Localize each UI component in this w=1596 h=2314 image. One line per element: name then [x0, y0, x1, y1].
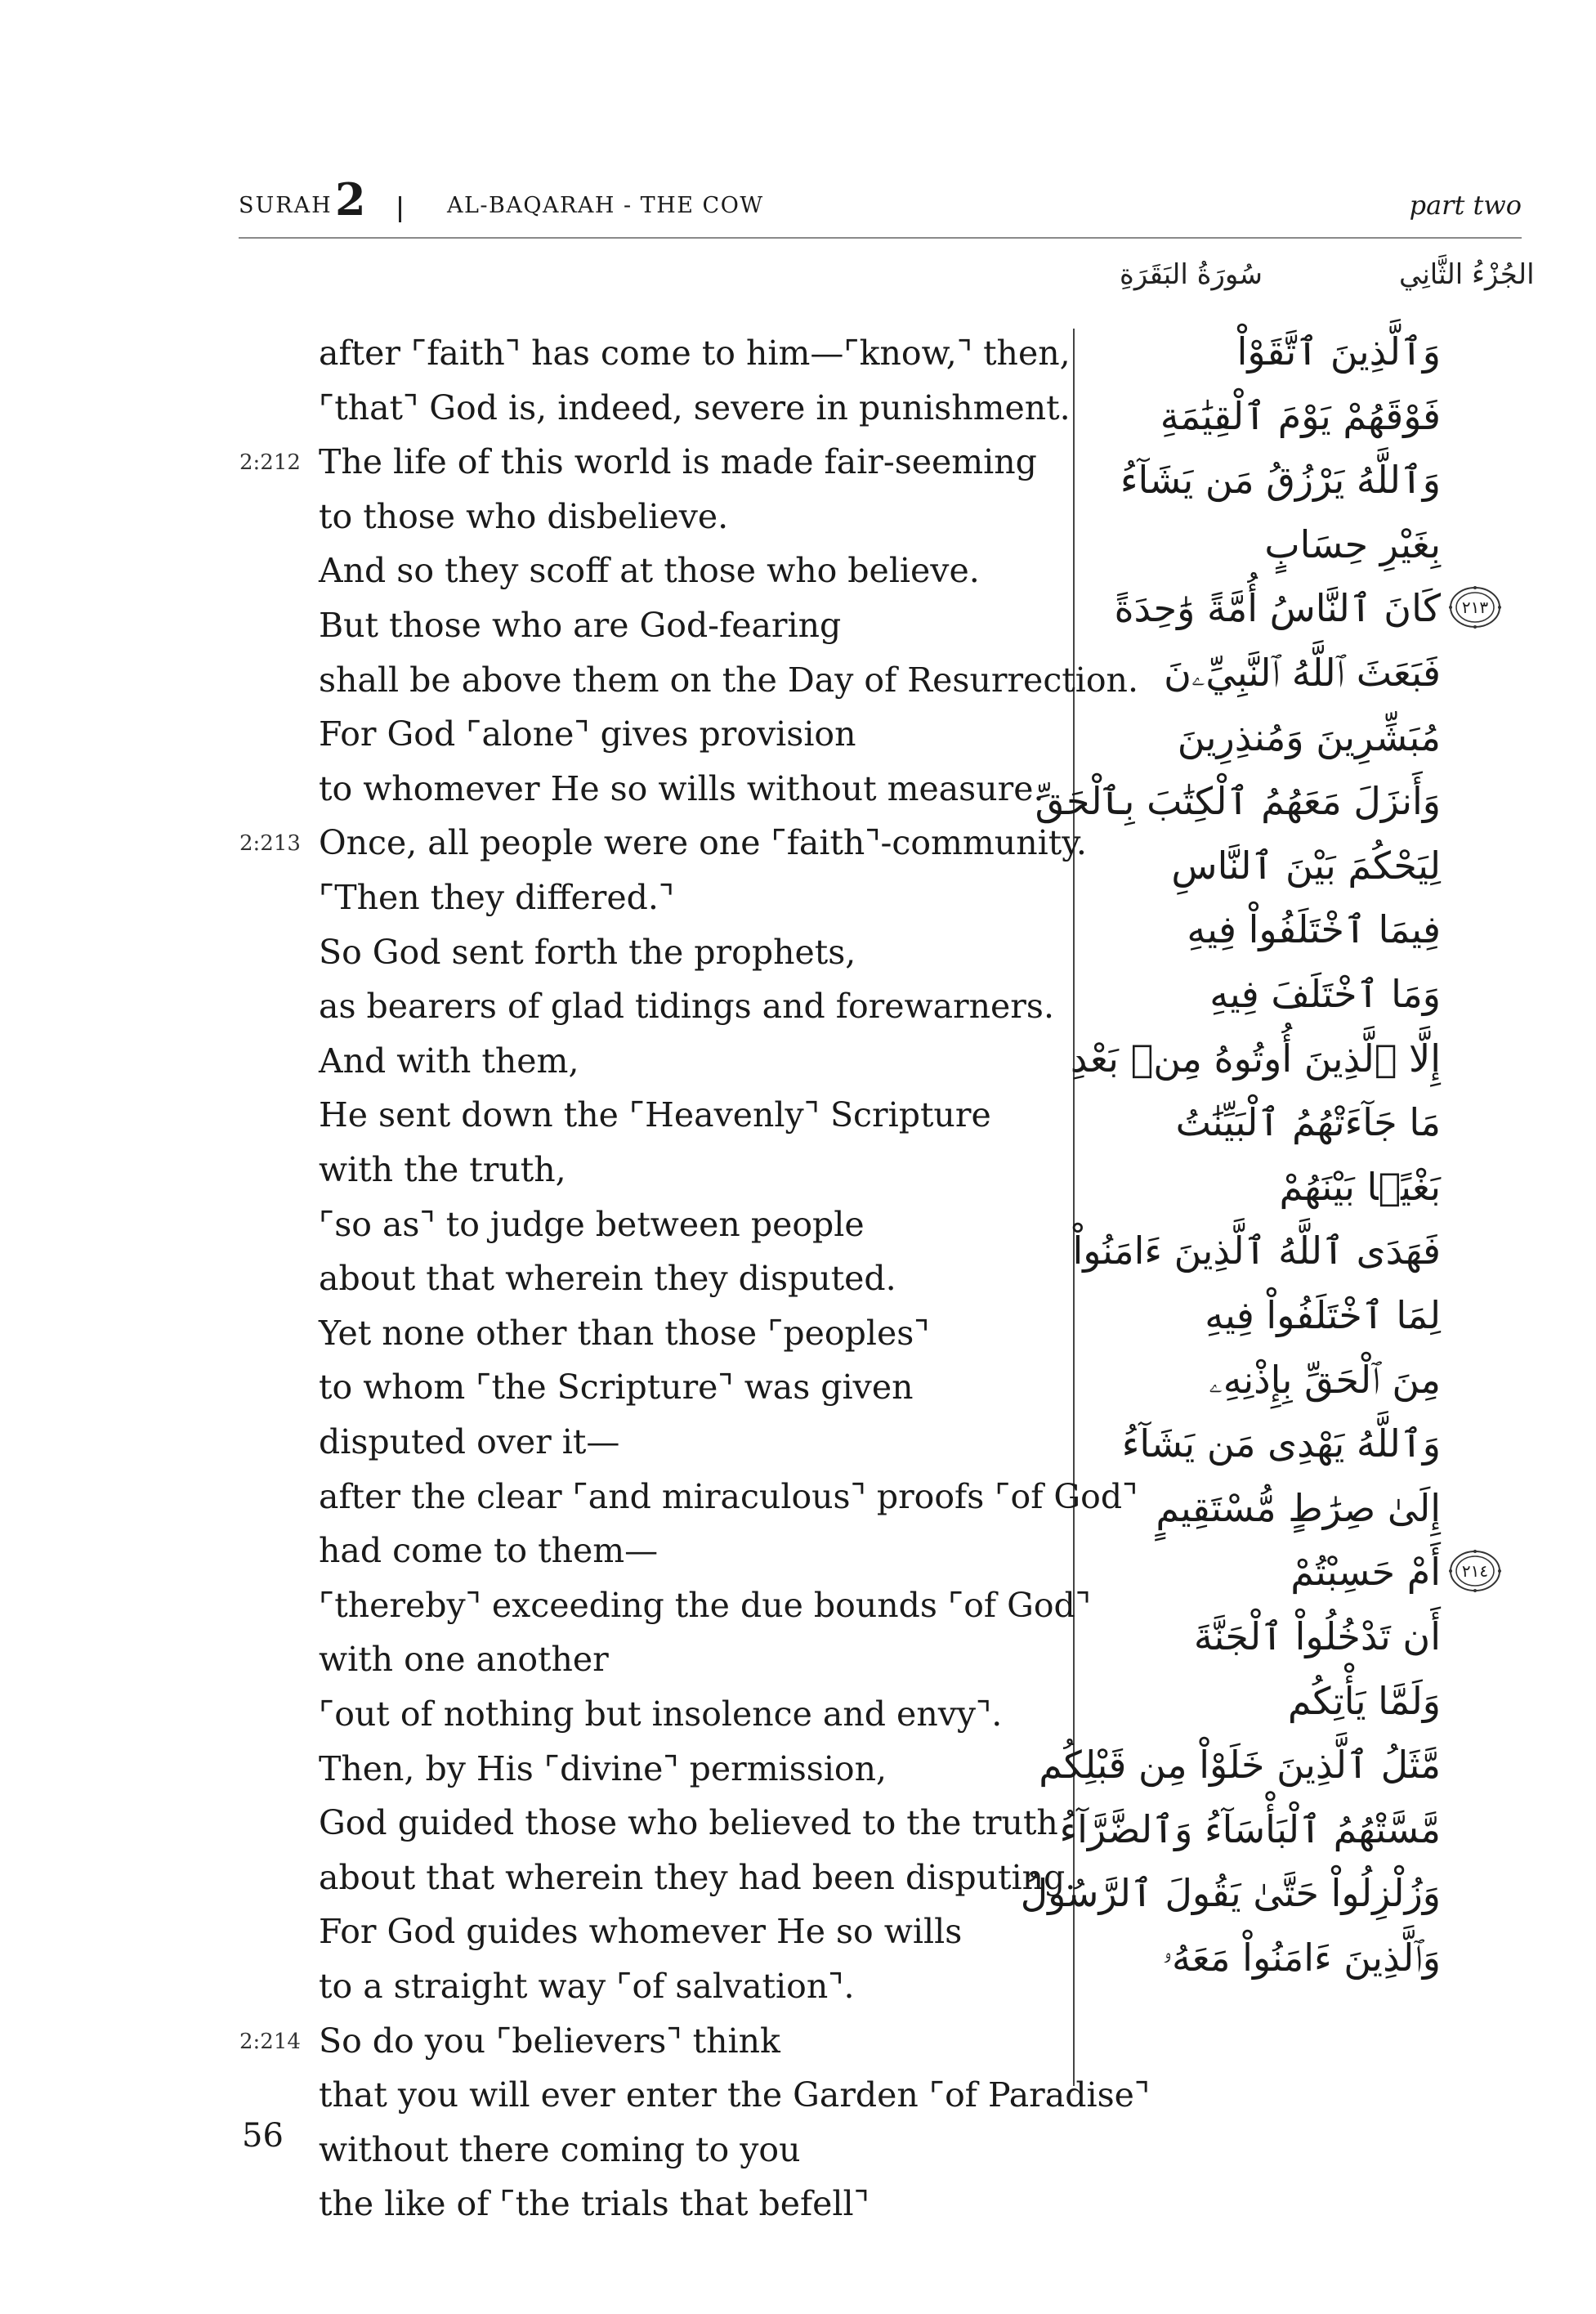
arabic-verse-line: مُبَشِّرِينَ وَمُنذِرِينَ — [1177, 714, 1441, 759]
translation-line: For God ⌜alone⌝ gives provision — [319, 714, 856, 754]
arabic-verse-line: وَزُلْزِلُواْ حَتَّىٰ يَقُولَ ٱلرَّسُولُ — [1020, 1871, 1441, 1916]
translation-line: ⌜so as⌝ to judge between people — [319, 1204, 865, 1244]
verse-reference: 2:213 — [239, 831, 301, 857]
translation-line: disputed over it— — [319, 1422, 620, 1461]
translation-line: The life of this world is made fair-seeming — [319, 442, 1037, 482]
translation-line: Yet none other than those ⌜peoples⌝ — [319, 1313, 930, 1353]
verse-number-medallion — [1448, 1549, 1502, 1593]
arabic-verse-line: وَٱللَّهُ يَرْزُقُ مَن يَشَآءُ — [1120, 458, 1441, 503]
running-header — [239, 173, 1522, 242]
translation-line: to whomever He so wills without measure. — [319, 768, 1044, 808]
translation-line: Once, all people were one ⌜faith⌝-community. — [319, 823, 1087, 863]
arabic-verse-line: مِنَ ٱلْحَقِّ بِإِذْنِهِۦ — [1209, 1357, 1441, 1402]
translation-line: He sent down the ⌜Heavenly⌝ Scripture — [319, 1095, 991, 1135]
translation-line: For God guides whomever He so wills — [319, 1912, 963, 1952]
translation-line: But those who are God-fearing — [319, 606, 842, 645]
header-rule — [239, 237, 1522, 239]
arabic-verse-line: فِيمَا ٱخْتَلَفُواْ فِيهِ — [1187, 907, 1441, 952]
arabic-verse-line: بَغْيًۢا بَيْنَهُمْ — [1279, 1164, 1441, 1209]
verse-reference: 2:212 — [239, 450, 301, 476]
arabic-verse-line: مَّثَلُ ٱلَّذِينَ خَلَوْاْ مِن قَبْلِكُم — [1039, 1743, 1441, 1788]
arabic-verse-line: وَٱللَّهُ يَهْدِى مَن يَشَآءُ — [1121, 1421, 1441, 1466]
header-separator — [399, 196, 401, 222]
translation-line: God guided those who believed to the truth — [319, 1803, 1058, 1843]
translation-line: ⌜that⌝ God is, indeed, severe in punishment. — [319, 387, 1071, 427]
arabic-verse-line: وَٱلَّذِينَ ٱتَّقَوْاْ — [1236, 329, 1441, 374]
arabic-verse-line: وَٱلَّذِينَ ءَامَنُواْ مَعَهُۥ — [1162, 1936, 1441, 1980]
surah-number: 2 — [335, 173, 366, 226]
translation-line: And with them, — [319, 1041, 579, 1081]
arabic-verse-line: لِمَا ٱخْتَلَفُواْ فِيهِ — [1205, 1293, 1441, 1337]
page-number: 56 — [242, 2117, 284, 2155]
translation-line: had come to them— — [319, 1531, 659, 1571]
arabic-verse-line: أَن تَدْخُلُواْ ٱلْجَنَّةَ — [1193, 1614, 1441, 1658]
translation-line: without there coming to you — [319, 2129, 801, 2169]
arabic-verse-line: مَا جَآءَتْهُمُ ٱلْبَيِّنَٰتُ — [1175, 1100, 1441, 1145]
translation-line: So do you ⌜believers⌝ think — [319, 2021, 780, 2061]
translation-line: to a straight way ⌜of salvation⌝. — [319, 1967, 855, 2006]
translation-line: So God sent forth the prophets, — [319, 932, 856, 972]
translation-line: about that wherein they had been disputing. — [319, 1857, 1076, 1897]
arabic-verse-line: فَهَدَى ٱللَّهُ ٱلَّذِينَ ءَامَنُواْ — [1072, 1229, 1441, 1273]
verse-number: ٢١٤ — [1461, 1561, 1489, 1582]
arabic-surah-name: سُورَةُ البَقَرَةِ — [1120, 258, 1263, 291]
translation-line: to those who disbelieve. — [319, 496, 729, 536]
surah-label: SURAH — [239, 193, 333, 218]
arabic-verse-line: لِيَحْكُمَ بَيْنَ ٱلنَّاسِ — [1171, 843, 1441, 888]
arabic-verse-line: مَّسَّتْهُمُ ٱلْبَأْسَآءُ وَٱلضَّرَّآءُ — [1059, 1806, 1441, 1851]
arabic-verse-line: وَأَنزَلَ مَعَهُمُ ٱلْكِتَٰبَ بِٱلْحَقِّ — [1035, 779, 1441, 824]
arabic-part-name: الجُزْءُ الثَّانِي — [1399, 258, 1535, 291]
translation-line: after the clear ⌜and miraculous⌝ proofs ⌜of God⌝ — [319, 1476, 1138, 1516]
arabic-verse-line: فَبَعَثَ ٱللَّهُ ٱلنَّبِيِّۦنَ — [1164, 651, 1441, 695]
translation-line: about that wherein they disputed. — [319, 1259, 896, 1299]
verse-number: ٢١٣ — [1461, 598, 1489, 618]
translation-line: to whom ⌜the Scripture⌝ was given — [319, 1367, 914, 1408]
part-label: part two — [1409, 190, 1522, 221]
arabic-verse-line: إِلَّا ٱلَّذِينَ أُوتُوهُ مِنۢ بَعْدِ — [1070, 1036, 1441, 1081]
translation-line: the like of ⌜the trials that befell⌝ — [319, 2184, 870, 2224]
surah-title: AL-BAQARAH - THE COW — [447, 193, 764, 218]
arabic-verse-line: وَمَا ٱخْتَلَفَ فِيهِ — [1209, 972, 1441, 1016]
translation-line: with one another — [319, 1640, 609, 1680]
verse-number-medallion — [1448, 585, 1502, 629]
translation-line: ⌜thereby⌝ exceeding the due bounds ⌜of God⌝ — [319, 1585, 1092, 1625]
arabic-verse-line: فَوْقَهُمْ يَوْمَ ٱلْقِيَٰمَةِ — [1160, 393, 1441, 438]
arabic-verse-line: كَانَ ٱلنَّاسُ أُمَّةً وَٰحِدَةً — [1114, 586, 1441, 631]
translation-line: ⌜out of nothing but insolence and envy⌝. — [319, 1694, 1003, 1734]
arabic-verse-line: بِغَيْرِ حِسَابٍ — [1264, 521, 1441, 566]
arabic-verse-line: إِلَىٰ صِرَٰطٍ مُّسْتَقِيمٍ — [1156, 1485, 1441, 1530]
translation-line: ⌜Then they differed.⌝ — [319, 878, 675, 917]
translation-line: with the truth, — [319, 1150, 566, 1189]
translation-line: And so they scoff at those who believe. — [319, 551, 980, 591]
translation-line: that you will ever enter the Garden ⌜of Paradise⌝ — [319, 2075, 1151, 2115]
translation-line: as bearers of glad tidings and forewarners. — [319, 987, 1054, 1027]
translation-line: after ⌜faith⌝ has come to him—⌜know,⌝ then, — [319, 333, 1071, 373]
arabic-verse-line: وَلَمَّا يَأْتِكُم — [1287, 1678, 1441, 1723]
translation-line: shall be above them on the Day of Resurrection. — [319, 660, 1138, 700]
arabic-verse-line: أَمْ حَسِبْتُمْ — [1290, 1550, 1441, 1595]
translation-line: Then, by His ⌜divine⌝ permission, — [319, 1748, 887, 1788]
verse-reference: 2:214 — [239, 2029, 301, 2054]
